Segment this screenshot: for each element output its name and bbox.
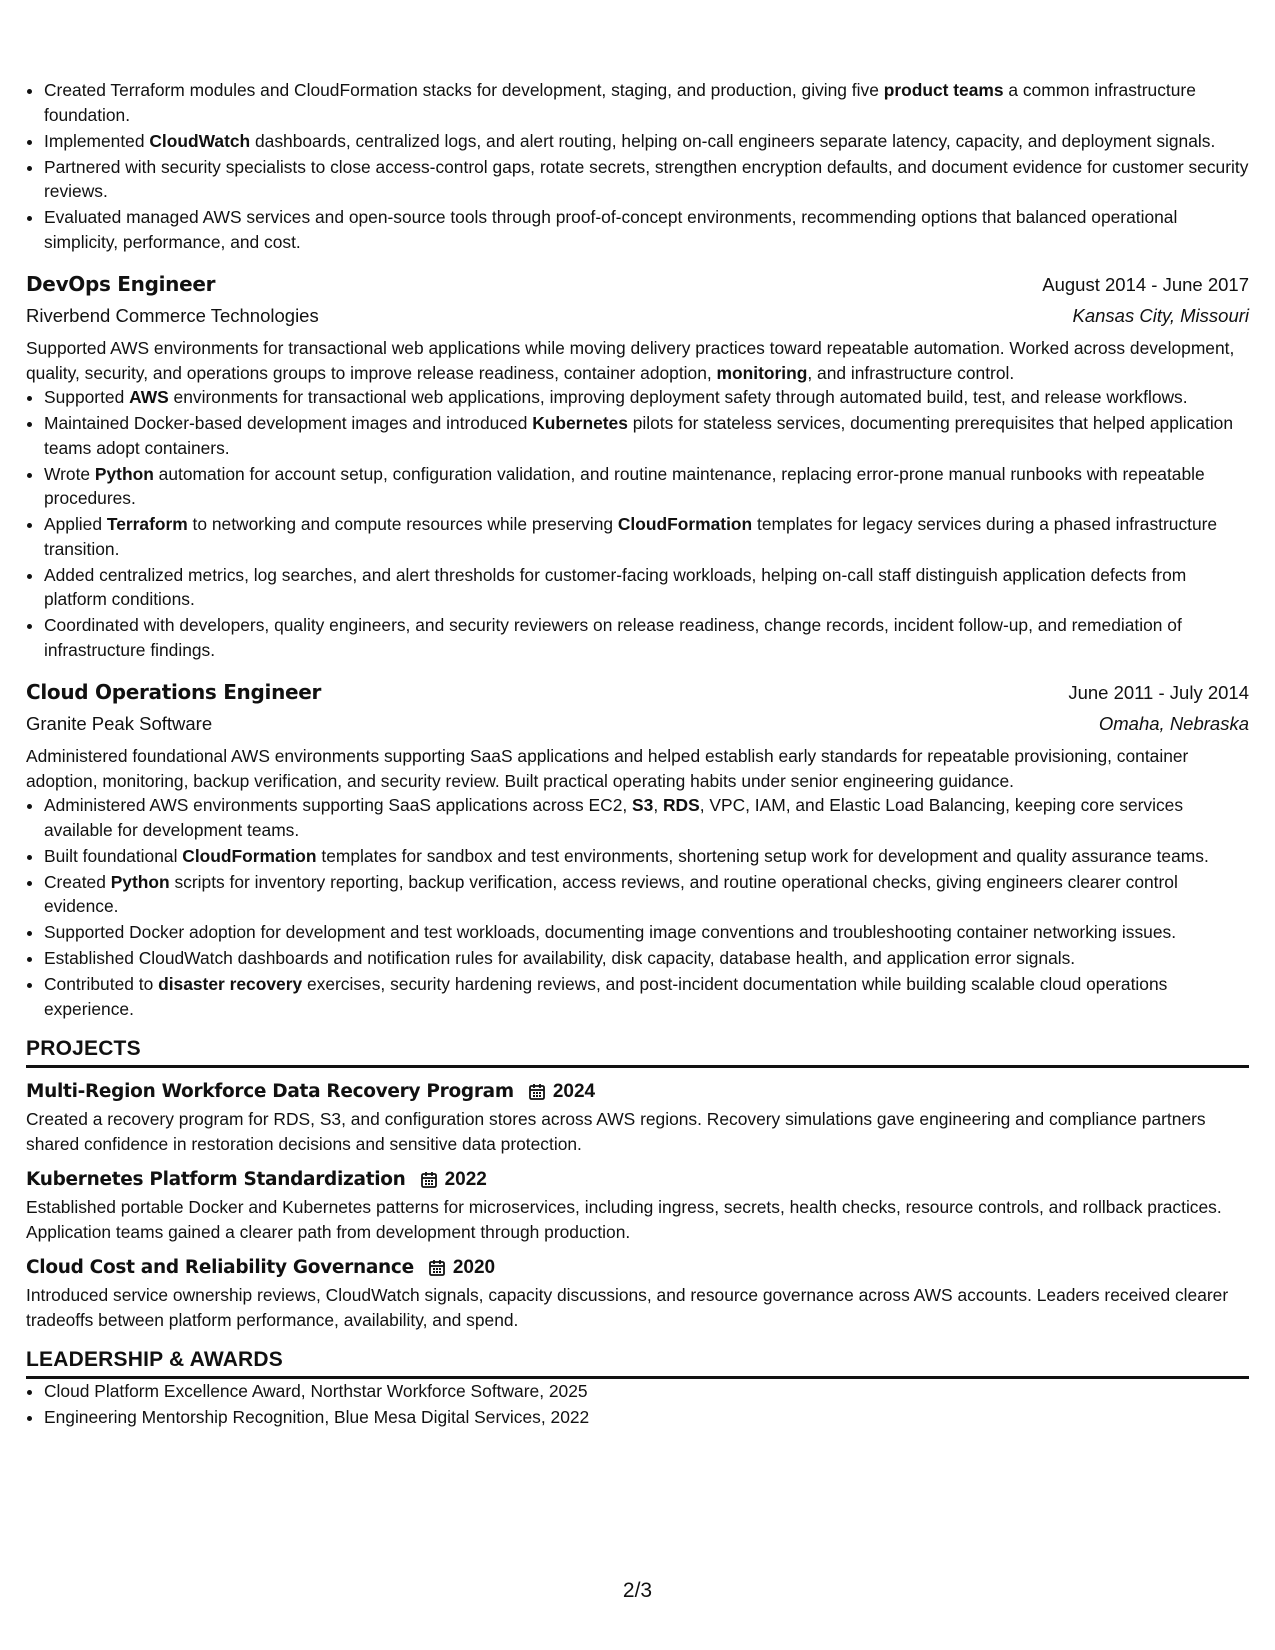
job-location: Omaha, Nebraska xyxy=(1098,713,1249,734)
project-title: Kubernetes Platform Standardization xyxy=(26,1169,406,1190)
bold-keyword: CloudFormation xyxy=(182,845,317,866)
project-entry xyxy=(26,1079,1249,1156)
bold-keyword: Terraform xyxy=(106,514,188,534)
bullet-item: • Wrote Python automation for account setup, configuration validation, and routine maintenance, replacing error-prone manual runbooks with repeatable procedures. xyxy=(44,462,1249,511)
job-location: Kansas City, Missouri xyxy=(1072,305,1249,326)
project-title: Cloud Cost and Reliability Governance xyxy=(26,1257,414,1278)
project-year: 2020 xyxy=(452,1257,496,1278)
bold-keyword: CloudFormation xyxy=(617,514,753,534)
project-description: Established portable Docker and Kubernetes patterns for microservices, including ingress, secrets, health checks, resource controls, and rollback practices. Application teams gained a clearer path from development through production. xyxy=(26,1197,1222,1242)
company-name: Riverbend Commerce Technologies xyxy=(26,305,319,326)
bullet-item: • Supported Docker adoption for development and test workloads, documenting image conventions and troubleshooting container networking issues. xyxy=(44,920,1249,945)
resume-page xyxy=(26,78,1249,1431)
project-year: 2022 xyxy=(444,1169,487,1190)
bold-keyword: Python xyxy=(110,871,170,892)
job-title: DevOps Engineer xyxy=(26,272,216,296)
bold-keyword: RDS xyxy=(662,795,700,815)
bold-keyword: Kubernetes xyxy=(532,413,628,433)
company-name: Granite Peak Software xyxy=(26,713,213,734)
project-entry xyxy=(26,1255,1249,1332)
bold-keyword: disaster recovery xyxy=(158,974,303,994)
bullet-item: • Supported AWS environments for transactional web applications, improving deployment safety through automated build, test, and release workflows. xyxy=(44,385,1249,410)
page-number: 2/3 xyxy=(622,1579,653,1602)
job-dates: June 2011 - July 2014 xyxy=(1068,682,1249,703)
project-description: Introduced service ownership reviews, CloudWatch signals, capacity discussions, and resource governance across AWS accounts. Leaders received clearer tradeoffs between platform performance, availability, and spend. xyxy=(26,1285,1229,1330)
bold-keyword: product teams xyxy=(883,80,1004,100)
bold-keyword: Python xyxy=(94,463,154,484)
bold-keyword: CloudWatch xyxy=(149,130,251,151)
bullet-item: • Established CloudWatch dashboards and notification rules for availability, disk capacity, database health, and application error signals. xyxy=(44,946,1249,971)
calendar-icon xyxy=(420,1171,438,1189)
project-entry xyxy=(26,1167,1249,1244)
bullet-item: • Evaluated managed AWS services and open-source tools through proof-of-concept environments, recommending options that balanced operational simplicity, performance, and cost. xyxy=(44,205,1249,254)
bullet-item: • Coordinated with developers, quality engineers, and security reviewers on release readiness, change records, incident follow-up, and remediation of infrastructure findings. xyxy=(44,613,1249,662)
job-entry-devops xyxy=(26,270,1249,662)
award-item: • Cloud Platform Excellence Award, Northstar Workforce Software, 2025 xyxy=(44,1379,1249,1404)
bullet-item: • Created Terraform modules and CloudFormation stacks for development, staging, and production, giving five product teams a common infrastructure foundation. xyxy=(44,78,1249,127)
bullet-item: • Added centralized metrics, log searches, and alert thresholds for customer-facing workloads, helping on-call staff distinguish application defects from platform conditions. xyxy=(44,563,1249,612)
bullet-item: • Maintained Docker-based development images and introduced Kubernetes pilots for stateless services, documenting prerequisites that helped application teams adopt containers. xyxy=(44,411,1249,460)
calendar-icon xyxy=(428,1259,446,1277)
bold-keyword: S3 xyxy=(632,795,654,815)
job-dates: August 2014 - June 2017 xyxy=(1042,274,1249,295)
job-bullets xyxy=(26,793,1249,1021)
award-item: • Engineering Mentorship Recognition, Blue Mesa Digital Services, 2022 xyxy=(44,1405,1249,1430)
job-title: Cloud Operations Engineer xyxy=(26,680,322,704)
job-bullets xyxy=(26,385,1249,662)
bullet-item: • Built foundational CloudFormation templates for sandbox and test environments, shortening setup work for development and quality assurance teams. xyxy=(44,844,1249,869)
bullet-item: • Applied Terraform to networking and compute resources while preserving CloudFormation templates for legacy services during a phased infrastructure transition. xyxy=(44,512,1249,561)
project-year: 2024 xyxy=(552,1081,596,1102)
project-description: Created a recovery program for RDS, S3, and configuration stores across AWS regions. Recovery simulations gave engineering and compliance partners shared confidence in restoration decisions and sensitive data protection. xyxy=(26,1109,1206,1154)
projects-heading: PROJECTS xyxy=(26,1035,1249,1068)
bullet-item: • Partnered with security specialists to close access-control gaps, rotate secrets, strengthen encryption defaults, and document evidence for customer security reviews. xyxy=(44,155,1249,204)
bold-keyword: monitoring xyxy=(716,362,808,383)
project-title: Multi-Region Workforce Data Recovery Program xyxy=(26,1081,514,1102)
leadership-list xyxy=(26,1379,1249,1430)
bullet-item: • Implemented CloudWatch dashboards, centralized logs, and alert routing, helping on-call engineers separate latency, capacity, and deployment signals. xyxy=(44,129,1249,154)
bullet-item: • Contributed to disaster recovery exercises, security hardening reviews, and post-incident documentation while building scalable cloud operations experience. xyxy=(44,972,1249,1021)
bullet-item: • Administered AWS environments supporting SaaS applications across EC2, S3, RDS, VPC, IAM, and Elastic Load Balancing, keeping core services available for development teams. xyxy=(44,793,1249,842)
leadership-heading: LEADERSHIP & AWARDS xyxy=(26,1346,1249,1379)
bullet-item: • Created Python scripts for inventory reporting, backup verification, access reviews, and routine operational checks, giving engineers clearer control evidence. xyxy=(44,870,1249,919)
job-summary: Supported AWS environments for transactional web applications while moving delivery practices toward repeatable automation. Worked across development, quality, security, and operations groups to improve release readiness, container adoption, monitoring, and infrastructure control. xyxy=(26,338,1235,383)
calendar-icon xyxy=(528,1083,546,1101)
job-summary: Administered foundational AWS environments supporting SaaS applications and helped establish early standards for repeatable provisioning, container adoption, monitoring, backup verification, and security review. Built practical operating habits under senior engineering guidance. xyxy=(26,746,1189,791)
bold-keyword: AWS xyxy=(129,387,169,407)
job-entry-cloud-ops xyxy=(26,678,1249,1021)
previous-role-bullets xyxy=(26,78,1249,254)
